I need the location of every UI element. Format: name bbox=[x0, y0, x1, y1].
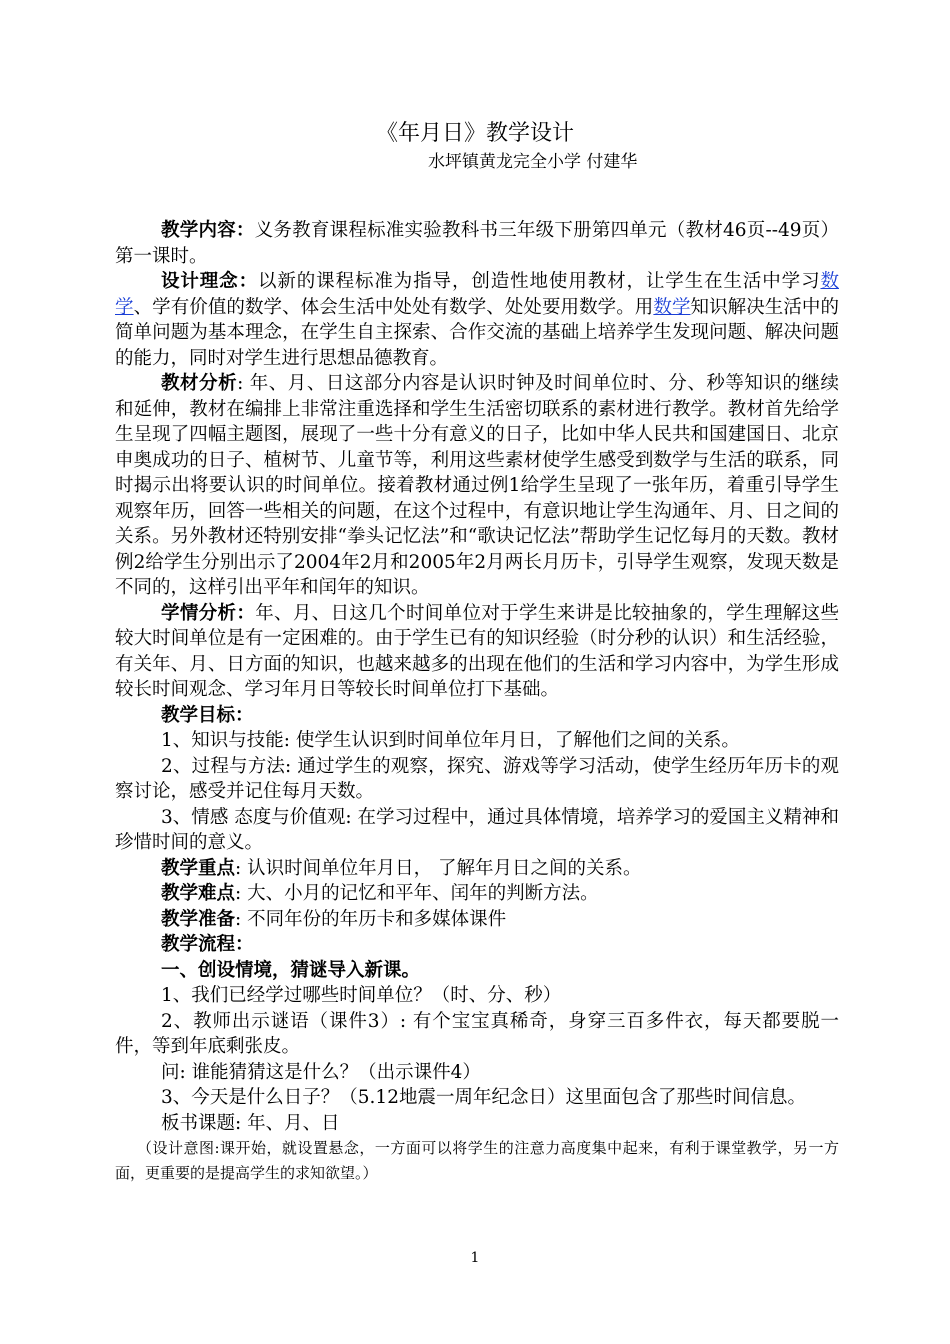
design-concept-text-3: 知识解决生活中的简单问题为基本理念，在学生自主探索、合作交流的基础上培养学生发现问题、解决问题的能力，同时对学生进行思想品德教育。 bbox=[115, 296, 839, 369]
section-1-heading: 一、创设情境，猜谜导入新课。 bbox=[161, 959, 421, 981]
section-1-item-3: 3、今天是什么日子？（5.12地震一周年纪念日）这里面包含了那些时间信息。 bbox=[161, 1087, 806, 1108]
page-number: 1 bbox=[470, 1250, 480, 1266]
teaching-content-text: 义务教育课程标准实验教科书三年级下册第四单元（教材46页--49页）第一课时。 bbox=[115, 220, 839, 267]
learner-analysis-text: 年、月、日这几个时间单位对于学生来讲是比较抽象的，学生理解这些较大时间单位是有一定困难的。由于学生已有的知识经验（时分秒的认识）和生活经验，有关年、月、日方面的知识，也越来越多的出现在他们的生活和学习内容中，为学生形成较长时间观念、学习年月日等较长时间单位打下基础。 bbox=[115, 602, 839, 700]
math-link-2[interactable]: 数学 bbox=[653, 296, 691, 318]
section-1-item-2: 2、教师出示谜语（课件3）: 有个宝宝真稀奇，身穿三百多件衣，每天都要脱一件，等到年底剩张皮。 bbox=[115, 1010, 839, 1057]
key-point-heading: 教学重点 bbox=[161, 857, 236, 879]
teaching-flow-heading: 教学流程： bbox=[161, 934, 254, 955]
goal-3: 3、情感 态度与价值观: 在学习过程中，通过具体情境，培养学习的爱国主义精神和珍惜时间的意义。 bbox=[115, 806, 839, 853]
preparation-paragraph bbox=[115, 907, 839, 933]
learner-analysis-heading: 学情分析： bbox=[161, 602, 256, 624]
key-point-text: : 认识时间单位年月日， 了解年月日之间的关系。 bbox=[235, 857, 642, 879]
board-title-line: 板书课题: 年、月、日 bbox=[161, 1112, 340, 1134]
goal-2: 2、过程与方法: 通过学生的观察，探究、游戏等学习活动，使学生经历年历卡的观察讨论，感受并记住每月天数。 bbox=[115, 755, 839, 802]
difficulty-heading: 教学难点 bbox=[161, 883, 236, 904]
key-point-paragraph bbox=[115, 856, 839, 882]
section-1-heading-line bbox=[115, 958, 839, 984]
material-analysis-text: : 年、月、日这部分内容是认识时钟及时间单位时、分、秒等知识的继续和延伸，教材在编排上非常注重选择和学生生活密切联系的素材进行教学。教材首先给学生呈现了四幅主题图，展现了一些十分有意义的日子，比如中华人民共和国建国日、北京申奥成功的日子、植树节、儿童节等，利用这些素材使学生感受到数学与生活的联系，同时揭示出将要认识的时间单位。接着教材通过例1给学生呈现了一张年历，着重引导学生观察年历，回答一些相关的问题，在这个过程中，有意识地让学生沟通年、月、日之间的关系。另外教材还特别安排“拳头记忆法”和“歌诀记忆法”帮助学生记忆每月的天数。教材例2给学生分别出示了2004年2月和2005年2月两长月历卡，引导学生观察，发现天数是不同的，这样引出平年和闰年的知识。 bbox=[115, 373, 839, 598]
teaching-flow-heading-line bbox=[115, 932, 839, 958]
material-analysis-heading: 教材分析 bbox=[161, 373, 238, 394]
document-title: 《年月日》教学设计 bbox=[375, 121, 574, 146]
section-1-question: 问: 谁能猜猜这是什么？（出示课件4） bbox=[161, 1061, 481, 1083]
material-analysis-paragraph bbox=[115, 371, 839, 601]
difficulty-text: : 大、小月的记忆和平年、闰年的判断方法。 bbox=[235, 883, 599, 904]
document-body bbox=[115, 218, 839, 1186]
design-concept-text-2: 、学有价值的数学、体会生活中处处有数学、处处要用数学。用 bbox=[133, 296, 654, 318]
difficulty-paragraph bbox=[115, 881, 839, 907]
design-intent-note: （设计意图:课开始，就设置悬念，一方面可以将学生的注意力高度集中起来，有利于课堂教学，另一方面，更重要的是提高学生的求知欲望。） bbox=[115, 1139, 839, 1182]
teaching-goals-heading-line bbox=[115, 703, 839, 729]
preparation-heading: 教学准备 bbox=[161, 908, 236, 930]
teaching-content-paragraph bbox=[115, 218, 839, 269]
design-concept-heading: 设计理念： bbox=[161, 271, 258, 292]
goal-1: 1、知识与技能: 使学生认识到时间单位年月日，了解他们之间的关系。 bbox=[161, 730, 740, 751]
math-link-1[interactable]: 数学 bbox=[115, 271, 839, 318]
design-concept-paragraph bbox=[115, 269, 839, 371]
learner-analysis-paragraph bbox=[115, 601, 839, 703]
author-line: 水坪镇黄龙完全小学 付建华 bbox=[428, 152, 638, 172]
teaching-goals-heading: 教学目标： bbox=[161, 704, 254, 726]
design-concept-text-1: 以新的课程标准为指导，创造性地使用教材，让学生在生活中学习 bbox=[257, 271, 821, 292]
teaching-content-heading: 教学内容： bbox=[161, 220, 255, 241]
section-1-item-1: 1、我们已经学过哪些时间单位？（时、分、秒） bbox=[161, 985, 562, 1006]
preparation-text: : 不同年份的年历卡和多媒体课件 bbox=[235, 908, 507, 930]
